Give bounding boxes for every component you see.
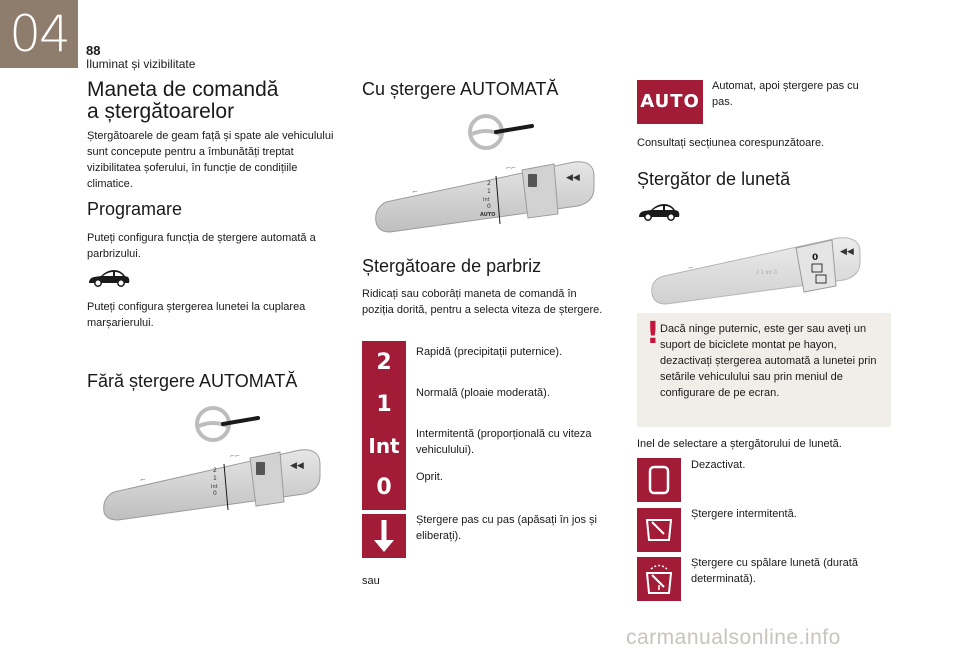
svg-text:⌐: ⌐ xyxy=(412,188,418,196)
speed-2-text: Rapidă (precipitații puternice). xyxy=(416,346,563,358)
down-arrow-icon xyxy=(362,514,406,558)
main-title-line1: Maneta de comandă xyxy=(87,78,279,101)
step-wipe-text: Ștergere pas cu pas (apăsați în jos și eliberați). xyxy=(416,514,597,542)
stalk-label-1: 1 xyxy=(487,188,491,195)
warning-exclamation-icon: ! xyxy=(646,316,660,351)
speed-2-icon: 2 xyxy=(362,341,406,385)
programming-heading: Programare xyxy=(87,199,183,219)
section-title: Iluminat și vizibilitate xyxy=(86,57,196,71)
rear-mode-wash-text: Ștergere cu spălare lunetă (durată determinată). xyxy=(691,557,858,585)
chapter-number: 04 xyxy=(9,5,69,63)
intro-paragraph: Ștergătoarele de geam față și spate ale vehiculului sunt concepute pentru a îmbunătăți treptat vizibilitatea șoferului, în funcție de condițiile climatice. xyxy=(87,130,334,190)
speed-1-text: Normală (ploaie moderată). xyxy=(416,387,550,399)
svg-text:⌐: ⌐ xyxy=(688,264,694,272)
windshield-paragraph: Ridicați sau coborâți maneta de comandă în poziția dorită, pentru a selecta viteza de ștergere. xyxy=(362,288,603,316)
svg-text:◀◀: ◀◀ xyxy=(566,173,580,183)
auto-text: Automat, apoi ștergere pas cu pas. xyxy=(712,80,859,108)
rear-mode-intermittent-text: Ștergere intermitentă. xyxy=(691,508,797,520)
chapter-number-box xyxy=(0,0,78,68)
rear-wipe-icon xyxy=(637,508,681,552)
speed-1-icon: 1 xyxy=(362,383,406,427)
programming-text-1: Puteți configura funcția de ștergere automată a parbrizului. xyxy=(87,232,316,260)
svg-text:⌐⌐: ⌐⌐ xyxy=(506,165,517,172)
windshield-heading: Ștergătoare de parbriz xyxy=(362,256,542,276)
stalk-label-int: Int xyxy=(483,197,490,203)
stalk-illustration-no-auto xyxy=(100,402,325,522)
steering-wheel-icon xyxy=(470,116,532,148)
car-silhouette-icon xyxy=(637,202,681,222)
stalk-label-int: Int xyxy=(211,484,218,490)
rear-wiper-heading: Ștergător de lunetă xyxy=(637,169,791,189)
svg-text:2 1 Int 0: 2 1 Int 0 xyxy=(756,270,777,276)
no-auto-heading: Fără ștergere AUTOMATĂ xyxy=(87,371,298,391)
stalk-label-2: 2 xyxy=(213,467,217,474)
auto-icon: AUTO xyxy=(637,80,703,124)
car-silhouette-icon xyxy=(87,268,131,288)
main-title xyxy=(87,79,342,123)
stalk-label-2: 2 xyxy=(487,180,491,187)
svg-text:◀◀: ◀◀ xyxy=(290,461,304,471)
svg-text:◀◀: ◀◀ xyxy=(840,247,854,257)
ring-label-0: 0 xyxy=(812,253,819,263)
ring-off-icon xyxy=(637,458,681,502)
stalk-illustration-auto xyxy=(372,112,600,234)
speed-0-text: Oprit. xyxy=(416,471,443,483)
stalk-label-0: 0 xyxy=(213,490,217,497)
consult-text: Consultați secțiunea corespunzătoare. xyxy=(637,137,825,149)
or-label: sau xyxy=(362,575,380,587)
stalk-label-0: 0 xyxy=(487,203,491,210)
svg-text:⌐⌐: ⌐⌐ xyxy=(230,453,241,460)
speed-int-text: Intermitentă (proporțională cu viteza vehiculului). xyxy=(416,428,592,456)
main-title-line2: a ștergătoarelor xyxy=(87,100,235,123)
warning-text: Dacă ninge puternic, este ger sau aveți un suport de biciclete montat pe hayon, dezactivați ștergerea automată a lunetei prin setările vehiculului sau prin meniul de configurare de pe ecran. xyxy=(660,323,877,399)
speed-int-icon: Int xyxy=(362,424,406,468)
stalk-label-1: 1 xyxy=(213,475,217,482)
rear-wash-icon xyxy=(637,557,681,601)
warning-box xyxy=(637,313,891,427)
speed-0-icon: 0 xyxy=(362,466,406,510)
rear-mode-off-text: Dezactivat. xyxy=(691,459,746,471)
steering-wheel-icon xyxy=(197,408,258,440)
auto-heading: Cu ștergere AUTOMATĂ xyxy=(362,79,559,99)
programming-text-2: Puteți configura ștergerea lunetei la cuplarea marșarierului. xyxy=(87,301,306,329)
rear-wiper-stalk-illustration xyxy=(648,228,866,308)
ring-selector-text: Inel de selectare a ștergătorului de lunetă. xyxy=(637,438,842,450)
svg-text:⌐: ⌐ xyxy=(140,476,146,484)
stalk-label-auto: AUTO xyxy=(480,212,496,218)
watermark: carmanualsonline.info xyxy=(626,626,841,649)
page-number: 88 xyxy=(86,43,101,58)
